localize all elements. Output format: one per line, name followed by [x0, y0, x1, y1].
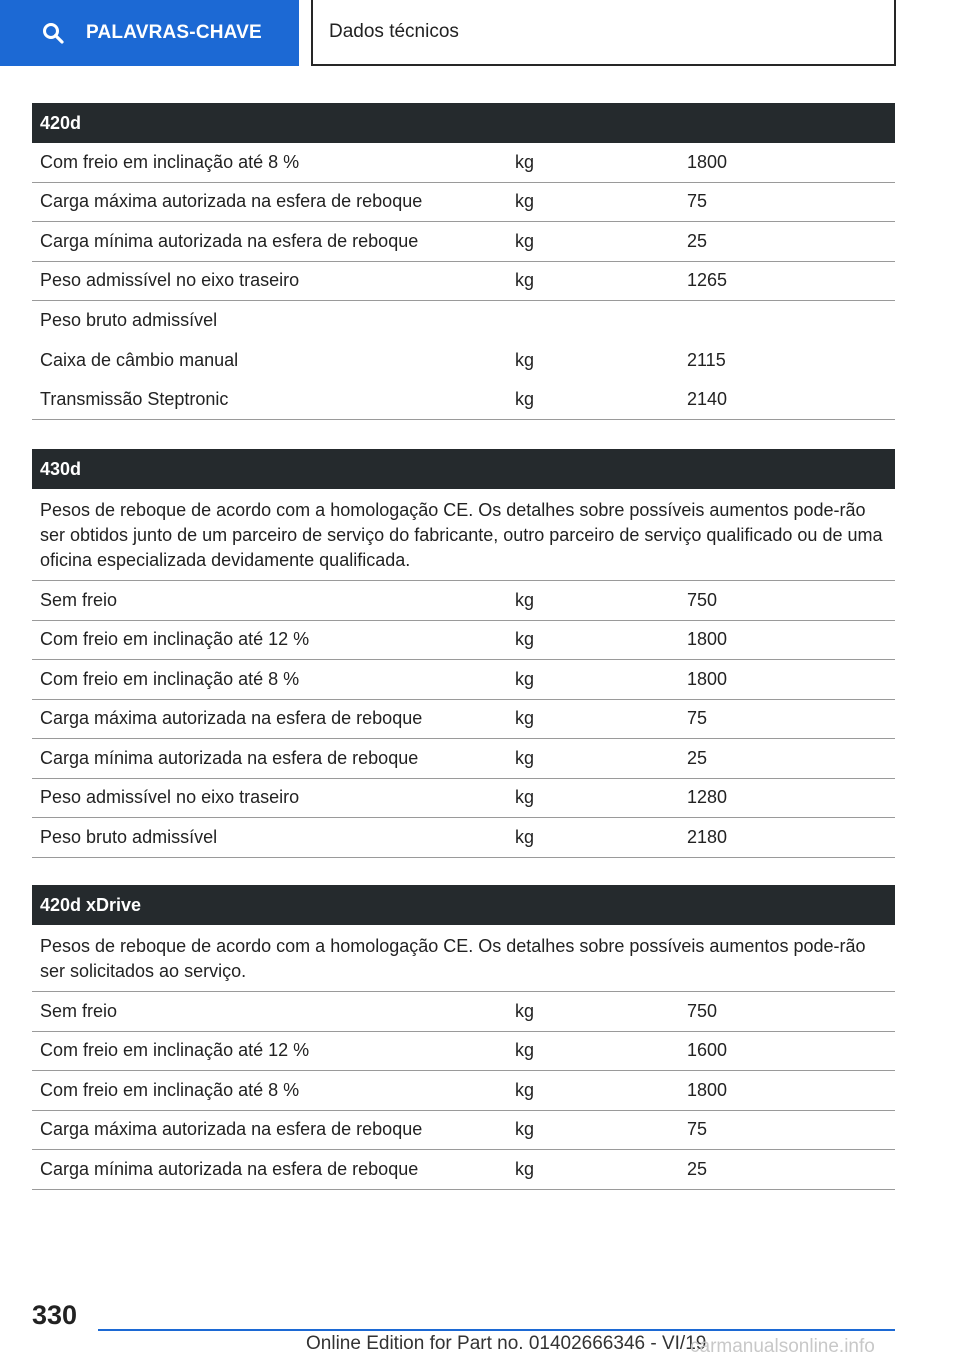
row-label: Caixa de câmbio manual — [40, 349, 239, 370]
table-group-label-row — [32, 301, 895, 341]
row-value: 25 — [687, 230, 708, 251]
row-unit: kg — [515, 1000, 535, 1021]
table-row — [32, 143, 895, 183]
row-value: 1800 — [687, 151, 728, 172]
row-label: Carga mínima autorizada na esfera de reboque — [40, 747, 419, 768]
table-row — [32, 1111, 895, 1151]
row-label: Carga mínima autorizada na esfera de reboque — [40, 230, 419, 251]
row-unit: kg — [515, 747, 535, 768]
table-row — [32, 818, 895, 858]
row-value: 1265 — [687, 270, 728, 291]
top-bar — [0, 0, 960, 66]
row-value: 750 — [687, 1000, 718, 1021]
row-value: 750 — [687, 589, 718, 610]
row-unit: kg — [515, 1119, 535, 1140]
group-label: Peso bruto admissível — [40, 310, 218, 331]
row-unit: kg — [515, 388, 535, 409]
row-unit: kg — [515, 230, 535, 251]
spec-section-420d-xdrive — [32, 885, 895, 1190]
row-label: Com freio em inclinação até 12 % — [40, 629, 310, 650]
row-value: 75 — [687, 191, 708, 212]
table-row — [32, 739, 895, 779]
row-unit: kg — [515, 1040, 535, 1061]
row-value: 1600 — [687, 1040, 728, 1061]
row-label: Peso admissível no eixo traseiro — [40, 270, 300, 291]
table-row — [32, 222, 895, 262]
spec-section-430d — [32, 449, 895, 858]
table-row — [32, 262, 895, 302]
row-value: 75 — [687, 708, 708, 729]
row-value: 25 — [687, 747, 708, 768]
table-row — [32, 183, 895, 223]
row-label: Carga mínima autorizada na esfera de reboque — [40, 1158, 419, 1179]
section-title: Dados técnicos — [329, 21, 459, 42]
table-row — [32, 779, 895, 819]
section-note: Pesos de reboque de acordo com a homologação CE. Os detalhes sobre possíveis aumentos pode-rão ser solicitados ao serviço. — [32, 925, 895, 992]
row-label: Sem freio — [40, 589, 118, 610]
row-value: 1800 — [687, 1079, 728, 1100]
row-value: 1800 — [687, 629, 728, 650]
row-unit: kg — [515, 151, 535, 172]
row-unit: kg — [515, 708, 535, 729]
table-row — [32, 1071, 895, 1111]
section-note: Pesos de reboque de acordo com a homologação CE. Os detalhes sobre possíveis aumentos pode-rão ser obtidos junto de um parceiro de serviço do fabricante, outro parceiro de serviço qualificado ou de uma oficina especializada devidamente qualificada. — [32, 489, 895, 581]
row-unit: kg — [515, 349, 535, 370]
row-label: Transmissão Steptronic — [40, 388, 229, 409]
keywords-button[interactable] — [0, 0, 299, 66]
edition-text: Online Edition for Part no. 01402666346 - VI/19 — [306, 1333, 707, 1354]
row-label: Carga máxima autorizada na esfera de reboque — [40, 191, 423, 212]
row-label: Carga máxima autorizada na esfera de reboque — [40, 1119, 423, 1140]
row-label: Com freio em inclinação até 8 % — [40, 1079, 300, 1100]
table-row — [32, 581, 895, 621]
spec-section-420d — [32, 103, 895, 420]
row-unit: kg — [515, 191, 535, 212]
table-row — [32, 380, 895, 420]
row-unit: kg — [515, 270, 535, 291]
table-row — [32, 700, 895, 740]
row-label: Com freio em inclinação até 12 % — [40, 1040, 310, 1061]
row-value: 1800 — [687, 668, 728, 689]
row-unit: kg — [515, 1079, 535, 1100]
row-label: Com freio em inclinação até 8 % — [40, 151, 300, 172]
table-row — [32, 1150, 895, 1190]
row-value: 2180 — [687, 826, 728, 847]
row-value: 1280 — [687, 787, 728, 808]
row-label: Com freio em inclinação até 8 % — [40, 668, 300, 689]
row-value: 25 — [687, 1158, 708, 1179]
row-unit: kg — [515, 787, 535, 808]
row-value: 2140 — [687, 388, 728, 409]
row-unit: kg — [515, 589, 535, 610]
watermark: carmanualsonline.info — [690, 1336, 875, 1357]
table-row — [32, 660, 895, 700]
keywords-label: PALAVRAS-CHAVE — [86, 22, 262, 43]
row-unit: kg — [515, 1158, 535, 1179]
row-label: Sem freio — [40, 1000, 118, 1021]
page-number: 330 — [32, 1300, 78, 1330]
table-row — [32, 341, 895, 381]
section-header: 430d — [32, 449, 895, 489]
table-row — [32, 992, 895, 1032]
section-header: 420d — [32, 103, 895, 143]
row-unit: kg — [515, 668, 535, 689]
footer-divider — [98, 1329, 895, 1331]
row-label: Peso bruto admissível — [40, 826, 218, 847]
section-title-box — [311, 0, 896, 66]
table-row — [32, 621, 895, 661]
row-unit: kg — [515, 826, 535, 847]
row-label: Carga máxima autorizada na esfera de reboque — [40, 708, 423, 729]
row-value: 75 — [687, 1119, 708, 1140]
table-row — [32, 1032, 895, 1072]
section-header: 420d xDrive — [32, 885, 895, 925]
row-label: Peso admissível no eixo traseiro — [40, 787, 300, 808]
row-value: 2115 — [687, 349, 726, 370]
row-unit: kg — [515, 629, 535, 650]
search-icon — [42, 22, 64, 44]
